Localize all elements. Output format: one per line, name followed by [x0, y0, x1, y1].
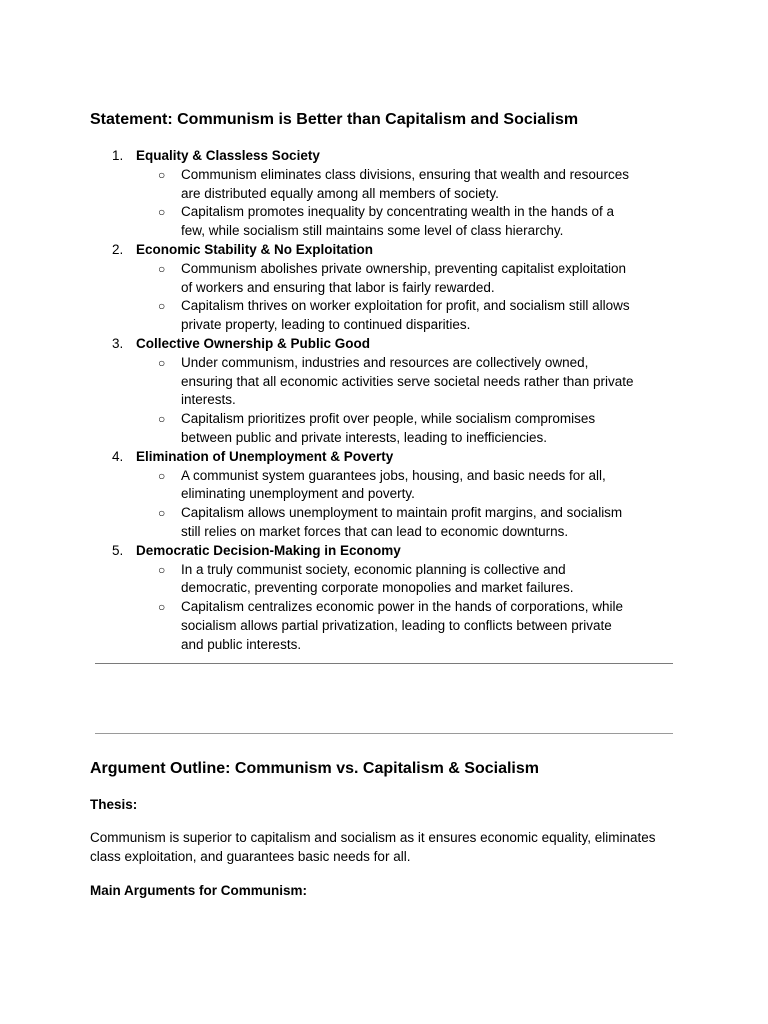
- sub-list: [136, 260, 690, 335]
- sub-list-item: [136, 467, 636, 505]
- item-heading: Equality & Classless Society: [136, 148, 320, 163]
- sub-list-item: [136, 260, 636, 298]
- sub-list-item: [136, 561, 636, 599]
- item-number: 5.: [112, 542, 124, 558]
- bullet-text: Capitalism promotes inequality by concentrating wealth in the hands of a few, while socialism still maintains some level of class hierarchy.: [181, 204, 614, 239]
- item-number: 2.: [112, 241, 124, 257]
- sub-list-item: [136, 410, 636, 448]
- sub-list: [136, 467, 690, 542]
- hollow-circle-bullet-icon: ○: [158, 167, 166, 182]
- main-arguments-label: Main Arguments for Communism:: [90, 883, 308, 898]
- sub-list: [136, 561, 690, 655]
- item-number: 1.: [112, 148, 124, 163]
- sub-list: [136, 166, 690, 241]
- list-item: [90, 448, 690, 542]
- thesis-label: Thesis:: [90, 797, 138, 812]
- bullet-text: Under communism, industries and resources are collectively owned, ensuring that all economic activities serve societal needs rather than private interests.: [181, 354, 634, 408]
- sub-list-item: [136, 354, 636, 410]
- list-item: [90, 542, 690, 655]
- horizontal-divider: [95, 733, 673, 734]
- item-heading: Collective Ownership & Public Good: [136, 335, 371, 351]
- outline-title: Argument Outline: Communism vs. Capitalism & Socialism: [90, 760, 539, 777]
- bullet-text: Capitalism prioritizes profit over people, while socialism compromises between public and private interests, leading to inefficiencies.: [181, 411, 596, 445]
- item-heading: Democratic Decision-Making in Economy: [136, 542, 401, 558]
- hollow-circle-bullet-icon: ○: [158, 412, 166, 427]
- hollow-circle-bullet-icon: ○: [158, 506, 166, 521]
- bullet-text: Capitalism centralizes economic power in the hands of corporations, while socialism allows partial privatization, leading to conflicts between private and public interests.: [181, 599, 623, 652]
- bullet-text: In a truly communist society, economic planning is collective and democratic, preventing corporate monopolies and market failures.: [181, 561, 574, 596]
- list-item: [90, 147, 690, 241]
- hollow-circle-bullet-icon: ○: [158, 562, 166, 577]
- sub-list-item: [136, 297, 636, 335]
- item-heading: Economic Stability & No Exploitation: [136, 241, 374, 257]
- item-number: 4.: [112, 448, 124, 464]
- hollow-circle-bullet-icon: ○: [158, 600, 166, 615]
- sub-list-item: [136, 166, 636, 204]
- hollow-circle-bullet-icon: ○: [158, 355, 166, 370]
- bullet-text: Communism eliminates class divisions, ensuring that wealth and resources are distributed equally among all members of society.: [181, 166, 629, 201]
- sub-list: [136, 354, 690, 448]
- item-number: 3.: [112, 335, 124, 351]
- item-heading: Elimination of Unemployment & Poverty: [136, 448, 394, 464]
- list-item: [90, 241, 690, 335]
- thesis-text: Communism is superior to capitalism and socialism as it ensures economic equality, eliminates class exploitation, and guarantees basic needs for all.: [90, 830, 656, 864]
- bullet-text: Communism abolishes private ownership, preventing capitalist exploitation of workers and ensuring that labor is fairly rewarded.: [181, 260, 626, 295]
- sub-list-item: [136, 504, 636, 542]
- bullet-text: Capitalism thrives on worker exploitation for profit, and socialism still allows private property, leading to continued disparities.: [181, 298, 630, 333]
- sub-list-item: [136, 203, 636, 241]
- hollow-circle-bullet-icon: ○: [158, 205, 166, 220]
- sub-list-item: [136, 598, 636, 654]
- argument-list: [90, 147, 690, 655]
- hollow-circle-bullet-icon: ○: [158, 299, 166, 314]
- hollow-circle-bullet-icon: ○: [158, 468, 166, 483]
- statement-title: Statement: Communism is Better than Capitalism and Socialism: [90, 111, 579, 128]
- bullet-text: A communist system guarantees jobs, housing, and basic needs for all, eliminating unemployment and poverty.: [181, 467, 606, 502]
- horizontal-divider: [95, 663, 673, 664]
- hollow-circle-bullet-icon: ○: [158, 261, 166, 276]
- bullet-text: Capitalism allows unemployment to maintain profit margins, and socialism still relies on market forces that can lead to economic downturns.: [181, 505, 623, 539]
- list-item: [90, 335, 690, 448]
